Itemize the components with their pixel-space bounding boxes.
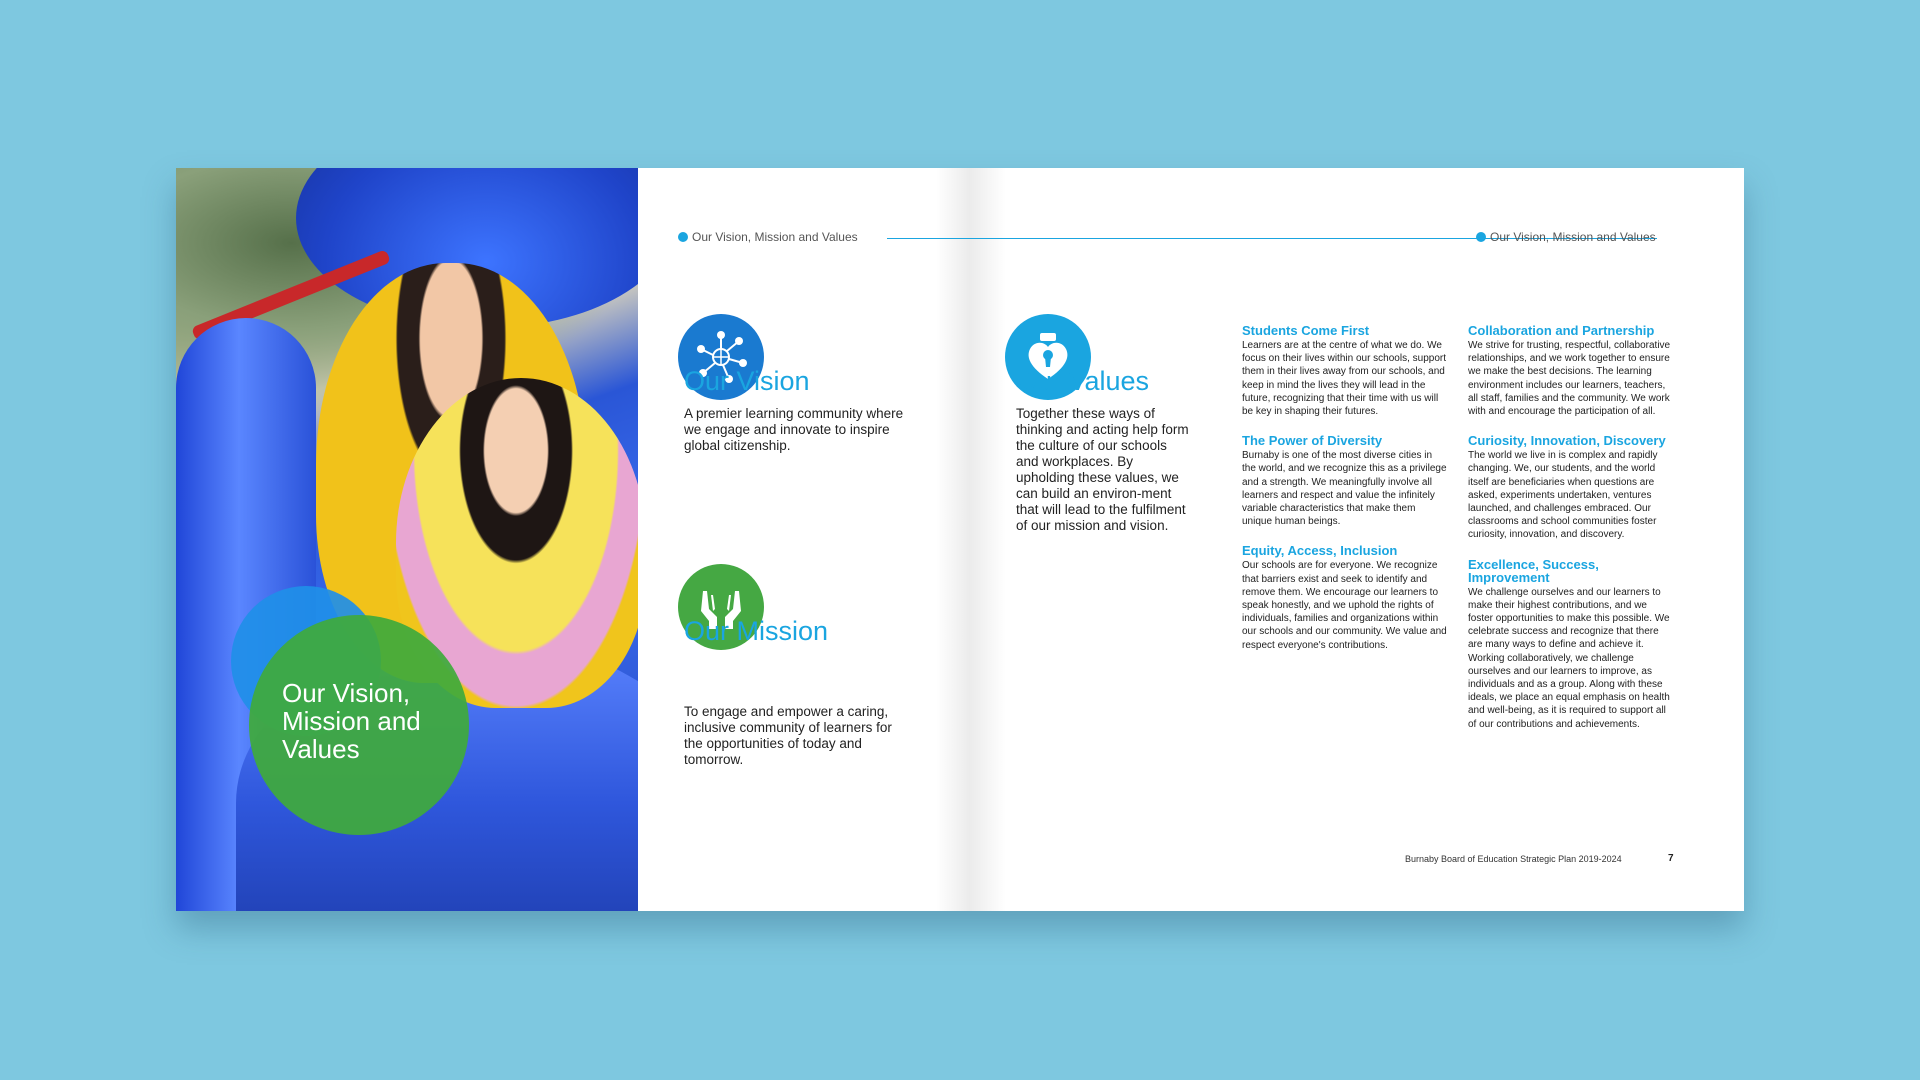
header-label-left: Our Vision, Mission and Values xyxy=(678,230,858,244)
value-item-title: Collaboration and Partnership xyxy=(1468,323,1655,338)
value-item xyxy=(1242,434,1447,528)
header-label-right: Our Vision, Mission and Values xyxy=(1476,230,1656,244)
brochure-spread xyxy=(176,168,1744,911)
cover-title: Our Vision, Mission and Values xyxy=(282,678,421,764)
value-item-text: The world we live in is complex and rapidly changing. We, our students, and the world itself are beneficiaries when questions are asked, experiments undertaken, ventures launched, and challenges embraced. Our classrooms and school communities foster curiosity, innovation, and discovery. xyxy=(1468,450,1658,541)
value-item-title: Excellence, Success, Improvement xyxy=(1468,556,1599,585)
page-gutter xyxy=(936,168,1006,911)
values-column-2 xyxy=(1468,324,1673,747)
page-number: 7 xyxy=(1668,853,1674,864)
mission-title: Our Mission xyxy=(684,616,829,646)
values-column-1 xyxy=(1242,324,1447,668)
vision-title: Our Vision xyxy=(684,366,810,396)
value-item xyxy=(1468,558,1673,731)
cover-photo xyxy=(176,168,638,911)
header-dot-icon xyxy=(678,232,688,242)
value-item xyxy=(1468,324,1673,418)
value-item-title: Students Come First xyxy=(1242,323,1370,338)
value-item-title: Curiosity, Innovation, Discovery xyxy=(1468,433,1666,449)
footer-text: Burnaby Board of Education Strategic Plan 2019-2024 xyxy=(1405,854,1622,864)
values-title: Our Values xyxy=(1016,366,1150,396)
value-item-title: Equity, Access, Inclusion xyxy=(1242,543,1398,559)
values-body: Together these ways of thinking and acting help form the culture of our schools and workplaces. By upholding these values, we can build an environ-ment that will lead to the fulfilment of our mission and vision. xyxy=(1016,406,1189,533)
header-dot-icon xyxy=(1476,232,1486,242)
mission-body: To engage and empower a caring, inclusive community of learners for the opportunities of today and tomorrow. xyxy=(684,704,892,767)
value-item-text: Burnaby is one of the most diverse cities in the world, and we recognize this as a privilege and a strength. We meaningfully involve all learners and respect and value the infinitely variable characteristics that make them unique human beings. xyxy=(1242,450,1447,528)
value-item xyxy=(1242,324,1447,418)
vision-body: A premier learning community where we engage and innovate to inspire global citizenship. xyxy=(684,406,904,453)
value-item-text: We strive for trusting, respectful, collaborative relationships, and we work together to ensure we make the best decisions. The learning environment includes our learners, teachers, all staff, families and the community. We work with and encourage the participation of all. xyxy=(1468,340,1671,418)
value-item-text: We challenge ourselves and our learners to make their highest contributions, and we foster opportunities to make this possible. We celebrate success and recognize that there are many ways to define and achieve it. Working collaboratively, we challenge ourselves and our learners to improve, as individuals and as a group. Along with these ideals, we place an equal emphasis on health and well-being, as it is required to support all of our contributions and achievements. xyxy=(1468,586,1670,730)
value-item-title: The Power of Diversity xyxy=(1242,433,1383,449)
value-item xyxy=(1242,544,1447,651)
value-item xyxy=(1468,434,1673,541)
value-item-text: Our schools are for everyone. We recognize that barriers exist and seek to identify and remove them. We encourage our learners to speak honestly, and we uphold the rights of individuals, families and organizations within our schools and our community. We value and respect everyone's contributions. xyxy=(1242,560,1447,651)
value-item-text: Learners are at the centre of what we do. We focus on their lives within our schools, support them in their lives away from our schools, and keep in mind the lives they will lead in the future, recognizing that their time with us will be key in shaping their futures. xyxy=(1242,340,1446,418)
